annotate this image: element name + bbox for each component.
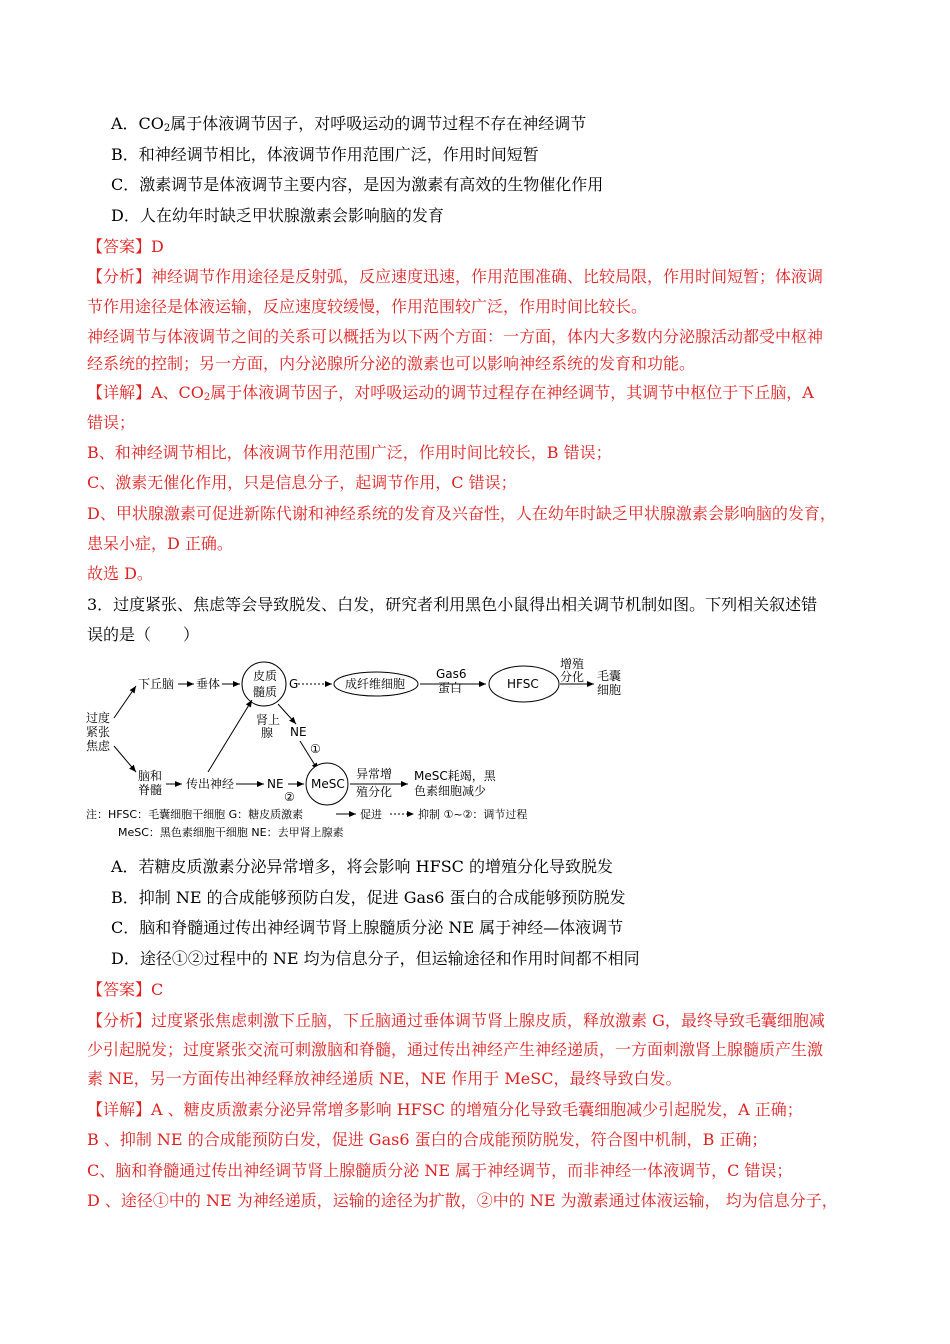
result-label: 色素细胞减少 bbox=[414, 784, 487, 798]
arrow bbox=[114, 686, 136, 718]
q3-option-d: D．途径①②过程中的 NE 均为信息分子，但运输途径和作用时间都不相同 bbox=[111, 949, 640, 968]
q3-option-a: A．若糖皮质激素分泌异常增多，将会影响 HFSC 的增殖分化导致脱发 bbox=[111, 857, 613, 876]
arrow bbox=[278, 704, 296, 724]
q2-detail-line: 错误； bbox=[87, 413, 136, 432]
q2-conclusion: 故选 D。 bbox=[87, 564, 153, 583]
q2-option-c: C．激素调节是体液调节主要内容，是因为激素有高效的生物催化作用 bbox=[111, 175, 604, 194]
result-label: MeSC耗竭，黑 bbox=[414, 769, 496, 783]
adrenal-label: 肾上 bbox=[256, 713, 281, 727]
q3-stem-line: 误的是（ ） bbox=[87, 625, 200, 644]
q2-analysis-line: 【分析】神经调节作用途径是反射弧，反应速度迅速，作用范围准确、比较局限，作用时间短暂；体液调 bbox=[87, 267, 824, 286]
arrow bbox=[114, 746, 136, 772]
fibroblast-label: 成纤维细胞 bbox=[345, 677, 406, 691]
stress-label: 紧张 bbox=[86, 725, 111, 739]
note-line: MeSC：黑色素细胞干细胞 NE：去甲肾上腺素 bbox=[118, 826, 344, 839]
q2-option-b: B．和神经调节相比，体液调节作用范围广泛，作用时间短暂 bbox=[111, 145, 539, 164]
efferent-label: 传出神经 bbox=[186, 777, 235, 791]
hypothalamus-label: 下丘脑 bbox=[138, 677, 175, 691]
pituitary-label: 垂体 bbox=[196, 677, 221, 691]
q2-detail-line: 患呆小症，D 正确。 bbox=[87, 534, 233, 553]
medulla-label: 髓质 bbox=[253, 685, 278, 699]
ne-label: NE bbox=[267, 777, 284, 791]
step-2-label: ② bbox=[284, 790, 295, 804]
hair-cell-label: 细胞 bbox=[597, 683, 622, 697]
q2-analysis-line: 神经调节与体液调节之间的关系可以概括为以下两个方面：一方面，体内大多数内分泌腺活动都受中枢神 bbox=[87, 327, 824, 346]
q3-detail-line: D 、途径①中的 NE 为神经递质，运输的途径为扩散，②中的 NE 为激素通过体液运输， 均为信息分子， bbox=[87, 1191, 838, 1210]
q2-analysis-line: 节作用途径是体液运输，反应速度较缓慢，作用范围较广泛，作用时间比较长。 bbox=[87, 297, 648, 316]
g-label: G bbox=[289, 677, 299, 691]
q2-detail-line: D、甲状腺激素可促进新陈代谢和神经系统的发育及兴奋性，人在幼年时缺乏甲状腺激素会影响脑的发育， bbox=[87, 504, 836, 523]
stress-label: 过度 bbox=[86, 711, 111, 725]
hfsc-label: HFSC bbox=[507, 677, 539, 691]
gas6-label: Gas6 bbox=[436, 667, 467, 681]
q3-stem-line: 3．过度紧张、焦虑等会导致脱发、白发，研究者利用黑色小鼠得出相关调节机制如图。下列相关叙述错 bbox=[87, 595, 818, 614]
cortex-label: 皮质 bbox=[253, 669, 278, 683]
regulation-diagram bbox=[84, 656, 644, 844]
q2-option-d: D．人在幼年时缺乏甲状腺激素会影响脑的发育 bbox=[111, 206, 444, 225]
q3-analysis-line: 少引起脱发；过度紧张交流可刺激脑和脊髓，通过传出神经产生神经递质，一方面刺激肾上腺髓质产生激 bbox=[87, 1040, 824, 1059]
q3-detail-line: 【详解】A 、糖皮质激素分泌异常增多影响 HFSC 的增殖分化导致毛囊细胞减少引起脱发，A 正确； bbox=[87, 1100, 803, 1119]
q2-answer: 【答案】D bbox=[87, 237, 164, 256]
q2-detail-line: 【详解】A、$CO_2$属于体液调节因子，对呼吸运动的调节过程存在神经调节，其调节中枢位于下丘脑，A bbox=[87, 383, 814, 403]
q3-option-b: B．抑制 NE 的合成能够预防白发，促进 Gas6 蛋白的合成能够预防脱发 bbox=[111, 888, 626, 907]
q3-analysis-line: 素 NE，另一方面传出神经释放神经递质 NE，NE 作用于 MeSC，最终导致白发。 bbox=[87, 1069, 682, 1088]
q3-detail-line: B 、抑制 NE 的合成能预防白发，促进 Gas6 蛋白的合成能预防脱发，符合图中机制，B 正确； bbox=[87, 1130, 768, 1149]
gas6-label: 蛋白 bbox=[438, 681, 463, 695]
q3-detail-line: C、脑和脊髓通过传出神经调节肾上腺髓质分泌 NE 属于神经调节，而非神经一体液调节，C 错误； bbox=[87, 1161, 793, 1180]
ne-label: NE bbox=[290, 725, 307, 739]
legend-promote-label: 促进 bbox=[360, 808, 382, 821]
q3-option-c: C．脑和脊髓通过传出神经调节肾上腺髓质分泌 NE 属于神经—体液调节 bbox=[111, 918, 624, 937]
q3-analysis-line: 【分析】过度紧张焦虑刺激下丘脑，下丘脑通过垂体调节肾上腺皮质，释放激素 G，最终导致毛囊细胞减 bbox=[87, 1011, 825, 1030]
hair-cell-label: 毛囊 bbox=[597, 669, 622, 683]
brain-spinal-label: 脊髓 bbox=[138, 783, 163, 797]
stress-label: 焦虑 bbox=[86, 739, 111, 753]
q2-detail-line: C、激素无催化作用，只是信息分子，起调节作用，C 错误； bbox=[87, 473, 517, 492]
legend-inhibit-label: 抑制 ①~②：调节过程 bbox=[418, 808, 528, 821]
abnormal-label: 异常增 bbox=[356, 767, 393, 781]
abnormal-label: 殖分化 bbox=[356, 785, 393, 799]
q2-analysis-line: 经系统的控制；另一方面，内分泌腺所分泌的激素也可以影响神经系统的发育和功能。 bbox=[87, 354, 696, 373]
arrow bbox=[208, 700, 252, 772]
brain-spinal-label: 脑和 bbox=[138, 769, 163, 783]
proliferation-label: 分化 bbox=[560, 670, 585, 684]
adrenal-label: 腺 bbox=[261, 726, 274, 740]
q2-detail-line: B、和神经调节相比，体液调节作用范围广泛，作用时间比较长，B 错误； bbox=[87, 443, 612, 462]
q3-answer: 【答案】C bbox=[87, 980, 164, 999]
proliferation-label: 增殖 bbox=[560, 657, 585, 671]
q2-option-a: A．$CO_2$属于体液调节因子，对呼吸运动的调节过程不存在神经调节 bbox=[111, 114, 587, 134]
note-line: 注：HFSC：毛囊细胞干细胞 G：糖皮质激素 bbox=[86, 808, 304, 821]
mesc-label: MeSC bbox=[311, 777, 345, 791]
step-1-label: ① bbox=[310, 742, 321, 756]
